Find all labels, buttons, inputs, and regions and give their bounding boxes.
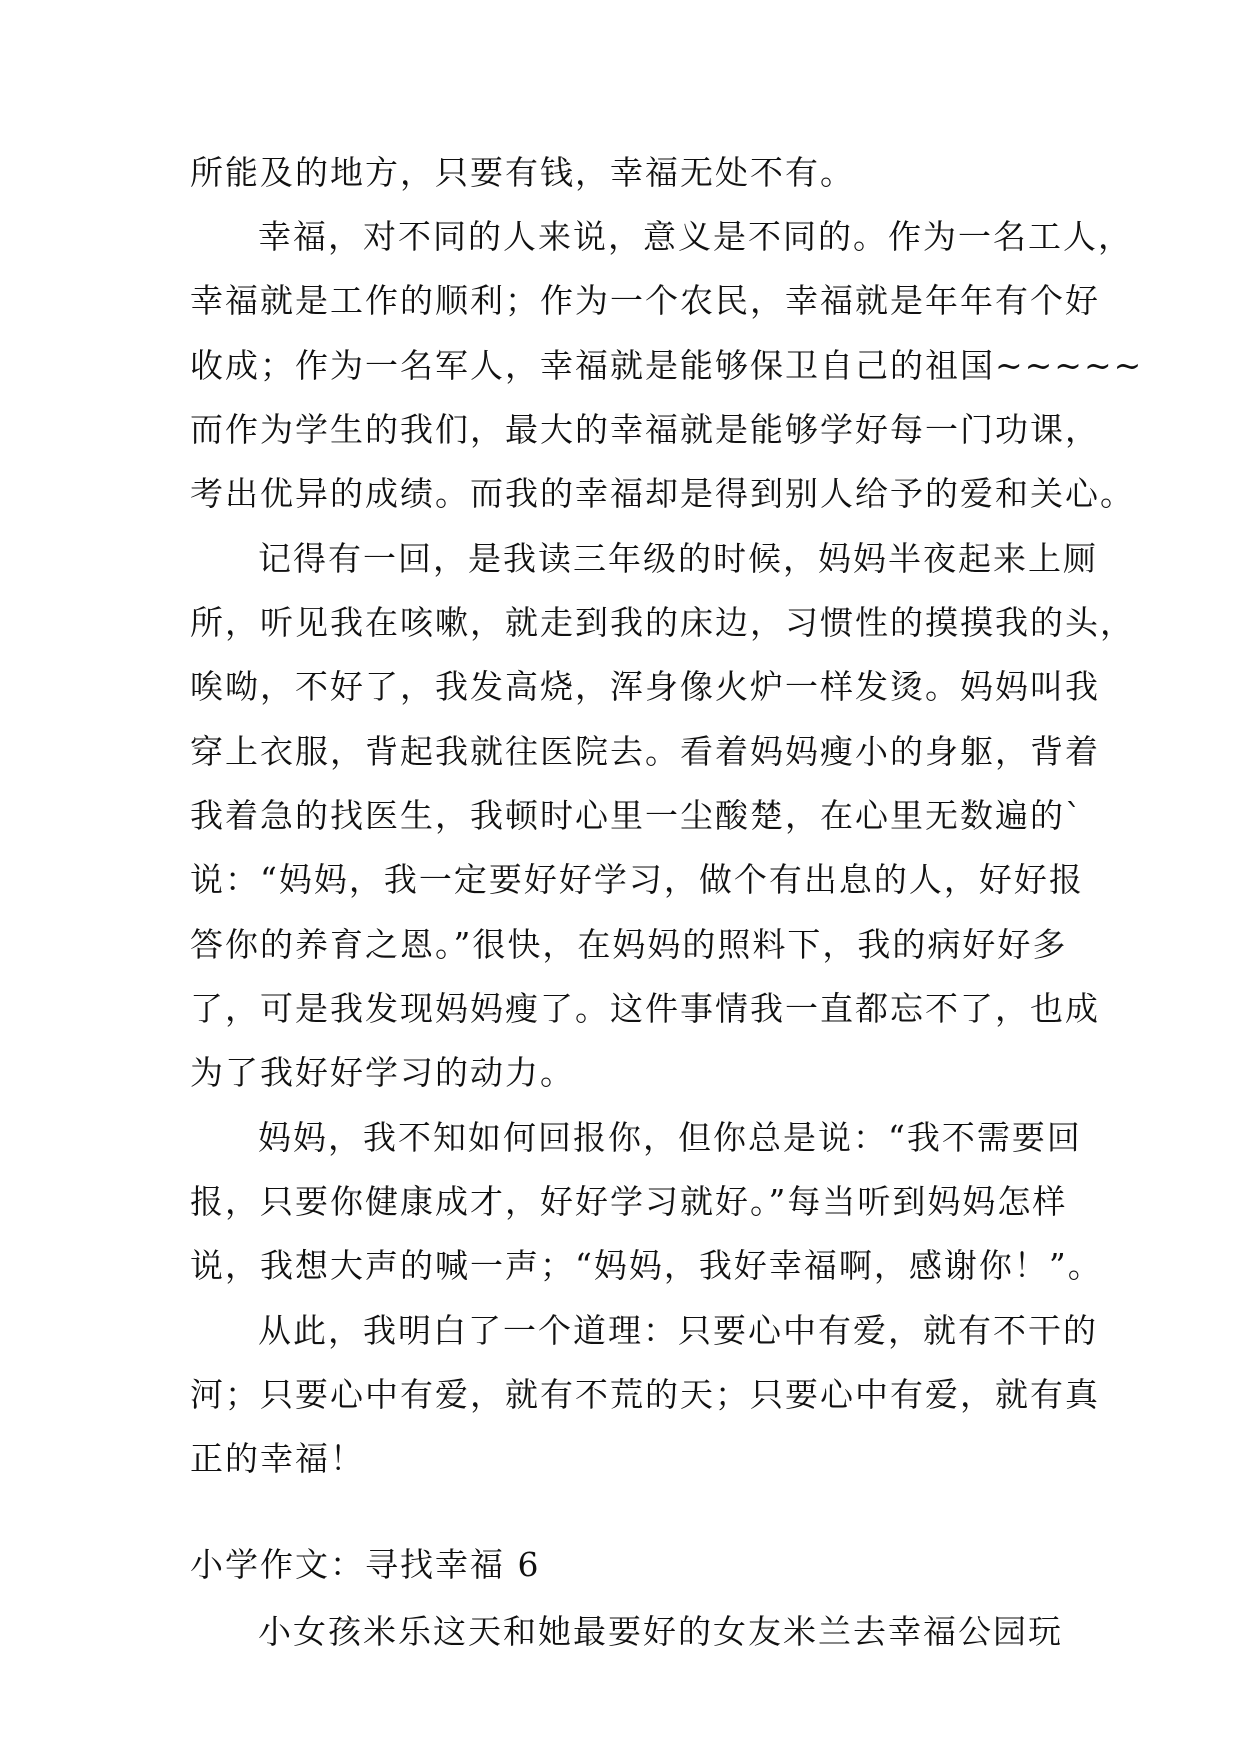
section-heading: 小学作文：寻找幸福 6 [190,1545,541,1584]
text-line: 为了我好好学习的动力。 [190,1053,575,1092]
text-line: 穿上衣服，背起我就往医院去。看着妈妈瘦小的身躯，背着 [190,732,1100,771]
text-line: 所，听见我在咳嗽，就走到我的床边，习惯性的摸摸我的头， [190,603,1135,642]
text-line: 从此，我明白了一个道理：只要心中有爱，就有不干的 [258,1311,1098,1350]
text-line: 幸福就是工作的顺利；作为一个农民，幸福就是年年有个好 [190,281,1100,320]
text-line: 妈妈，我不知如何回报你，但你总是说：“我不需要回 [258,1118,1082,1157]
text-line: 我着急的找医生，我顿时心里一尘酸楚，在心里无数遍的` [190,796,1084,835]
text-line: 所能及的地方，只要有钱，幸福无处不有。 [190,153,855,192]
text-line: 说，我想大声的喊一声；“妈妈，我好幸福啊，感谢你！”。 [190,1246,1103,1285]
text-line: 收成；作为一名军人，幸福就是能够保卫自己的祖国~~~~~ [190,346,1144,385]
text-line: 说：“妈妈，我一定要好好学习，做个有出息的人，好好报 [190,860,1084,899]
text-line: 唉呦，不好了，我发高烧，浑身像火炉一样发烫。妈妈叫我 [190,667,1100,706]
text-line: 幸福，对不同的人来说，意义是不同的。作为一名工人， [258,217,1133,256]
text-line: 小女孩米乐这天和她最要好的女友米兰去幸福公园玩 [258,1612,1063,1651]
text-line: 报，只要你健康成才，好好学习就好。”每当听到妈妈怎样 [190,1182,1068,1221]
text-line: 而作为学生的我们，最大的幸福就是能够学好每一门功课， [190,410,1100,449]
text-line: 河；只要心中有爱，就有不荒的天；只要心中有爱，就有真 [190,1375,1100,1414]
text-line: 了，可是我发现妈妈瘦了。这件事情我一直都忘不了，也成 [190,989,1100,1028]
text-line: 考出优异的成绩。而我的幸福却是得到别人给予的爱和关心。 [190,474,1135,513]
text-line: 正的幸福！ [190,1439,365,1478]
text-line: 答你的养育之恩。”很快，在妈妈的照料下，我的病好好多 [190,925,1068,964]
text-line: 记得有一回，是我读三年级的时候，妈妈半夜起来上厕 [258,539,1098,578]
